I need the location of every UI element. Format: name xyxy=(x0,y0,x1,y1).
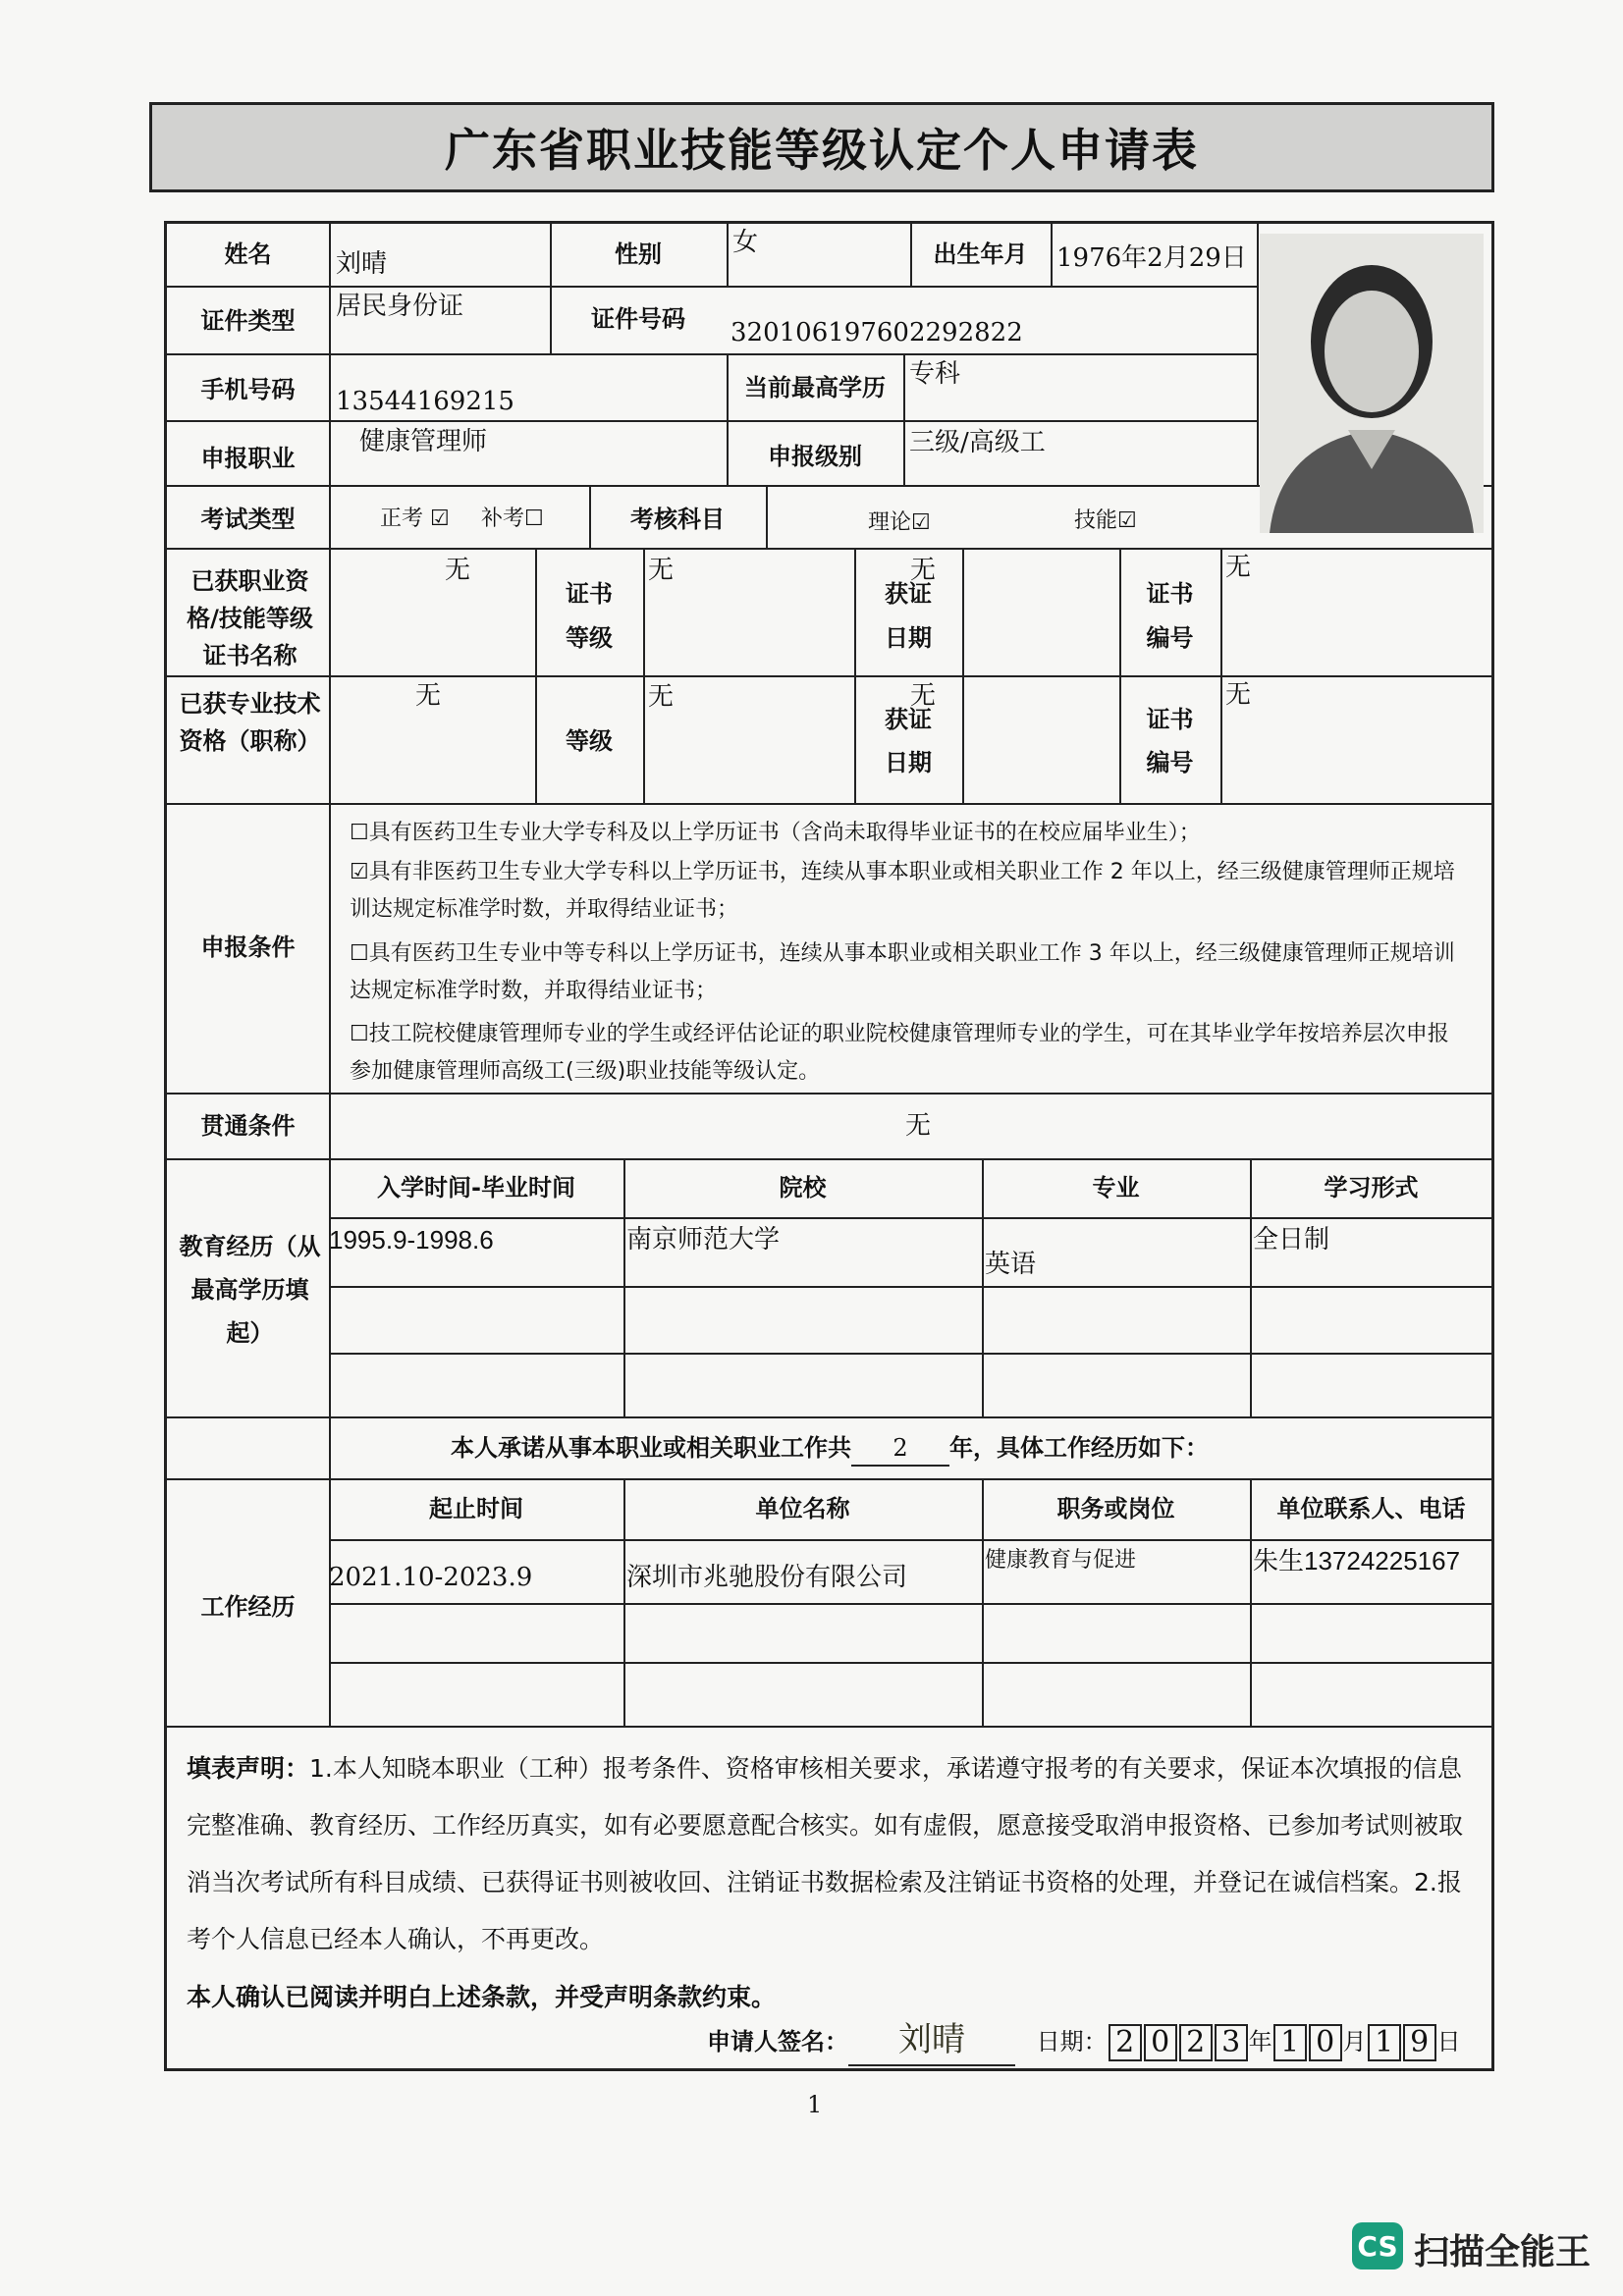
occupation-value: 健康管理师 xyxy=(359,427,488,456)
work-header: 职务或岗位 xyxy=(1056,1495,1175,1522)
qual-date-label: 日期 xyxy=(885,624,932,652)
exam-makeup-checkbox[interactable]: 补考☐ xyxy=(481,507,544,531)
name-value: 刘晴 xyxy=(336,249,388,279)
name-label: 姓名 xyxy=(224,240,272,268)
applicant-signature: 刘晴 xyxy=(848,2015,1015,2066)
subject-skill-checkbox[interactable]: 技能☑ xyxy=(1074,508,1137,533)
work-header: 单位名称 xyxy=(755,1495,850,1522)
education-value: 专科 xyxy=(909,359,961,389)
form-title: 广东省职业技能等级认定个人申请表 xyxy=(149,102,1494,192)
declaration-lead: 填表声明： xyxy=(187,1754,310,1783)
camscanner-watermark: 扫描全能王 xyxy=(1414,2232,1592,2272)
edu-history-label: 教育经历（从最高学历填起） xyxy=(179,1233,321,1347)
qual-name-label: 已获职业资格/技能等级证书名称 xyxy=(187,567,313,669)
tech-date-value: 无 xyxy=(910,681,937,711)
signature-row xyxy=(707,2015,1461,2066)
tech-cert-label: 证书 xyxy=(1146,706,1194,733)
qual-code-value: 无 xyxy=(1225,553,1252,582)
condition-item[interactable]: ☐具有医药卫生专业中等专科以上学历证书，连续从事本职业或相关职业工作 3 年以上，经三级健康管理师正规培训达规定标准学时数，并取得结业证书； xyxy=(350,941,1455,1003)
birth-label: 出生年月 xyxy=(933,240,1028,268)
year-label: 年 xyxy=(1248,2028,1272,2056)
subject-label: 考核科目 xyxy=(630,506,725,533)
qual-cert-no-label: 证书 xyxy=(1146,580,1194,608)
qual-grade-label: 等级 xyxy=(566,624,613,652)
id-type-label: 证件类型 xyxy=(200,307,296,335)
gender-label: 性别 xyxy=(615,240,662,268)
id-no-value: 320106197602292822 xyxy=(730,318,1023,347)
edu-header: 学习形式 xyxy=(1324,1174,1419,1201)
date-digit: 2 xyxy=(1179,2024,1213,2061)
through-label: 贯通条件 xyxy=(200,1112,296,1140)
condition-item[interactable]: ☐技工院校健康管理师专业的学生或经评估论证的职业院校健康管理师专业的学生，可在其毕业学年按培养层次申报参加健康管理师高级工(三级)职业技能等级认定。 xyxy=(350,1022,1449,1084)
edu-cell: 南京师范大学 xyxy=(626,1225,781,1255)
declaration-confirm: 本人确认已阅读并明白上述条款，并受声明条款约束。 xyxy=(187,1983,777,2011)
applicant-photo xyxy=(1260,234,1484,533)
id-no-label: 证件号码 xyxy=(591,305,685,333)
edu-header: 专业 xyxy=(1092,1174,1140,1201)
tech-title-label: 已获专业技术资格（职称） xyxy=(179,690,321,755)
qual-code-label: 编号 xyxy=(1146,624,1194,652)
work-cell: 深圳市兆驰股份有限公司 xyxy=(626,1563,908,1592)
condition-item[interactable]: ☐具有医药卫生专业大学专科及以上学历证书（含尚未取得毕业证书的在校应届毕业生）； xyxy=(350,821,1201,845)
level-label: 申报级别 xyxy=(768,443,862,470)
phone-value: 13544169215 xyxy=(336,387,514,416)
page-number: 1 xyxy=(807,2091,823,2118)
work-cell: 朱生13724225167 xyxy=(1253,1546,1461,1575)
date-digit: 9 xyxy=(1403,2024,1436,2061)
date-digit: 0 xyxy=(1144,2024,1177,2061)
level-value: 三级/高级工 xyxy=(909,428,1046,457)
declaration-text: 1.本人知晓本职业（工种）报考条件、资格审核相关要求，承诺遵守报考的有关要求，保证本次填报的信息完整准确、教育经历、工作经历真实，如有必要愿意配合核实。如有虚假，愿意接受取消申报资格、已参加考试则被取消当次考试所有科目成绩、已获得证书则被收回、注销证书数据检索及注销证书资格的处理，并登记在诚信档案。2.报考个人信息已经本人确认，不再更改。 xyxy=(187,1754,1464,1953)
tech-grade-label: 等级 xyxy=(566,727,613,755)
work-header: 起止时间 xyxy=(429,1495,523,1522)
edu-cell: 1995.9-1998.6 xyxy=(329,1225,494,1255)
day-label: 日 xyxy=(1436,2028,1461,2056)
date-label: 日期： xyxy=(1036,2028,1108,2056)
work-promise-prefix: 本人承诺从事本职业或相关职业工作共 xyxy=(451,1434,851,1462)
work-history-label: 工作经历 xyxy=(200,1593,296,1621)
tech-grade-value: 无 xyxy=(648,682,675,712)
qual-grade-value: 无 xyxy=(648,556,675,585)
date-digit: 3 xyxy=(1215,2024,1248,2061)
id-type-value: 居民身份证 xyxy=(336,292,464,321)
date-digit: 0 xyxy=(1309,2024,1342,2061)
work-years: 2 xyxy=(851,1431,949,1467)
edu-cell: 全日制 xyxy=(1253,1225,1330,1255)
month-label: 月 xyxy=(1342,2028,1367,2056)
exam-regular-checkbox[interactable]: 正考 ☑ xyxy=(380,507,450,531)
declaration xyxy=(187,1740,1463,1968)
qual-obtain-label: 获证 xyxy=(885,580,932,608)
subject-theory-checkbox[interactable]: 理论☑ xyxy=(868,510,931,535)
tech-date-label: 日期 xyxy=(885,749,932,776)
work-cell: 健康教育与促进 xyxy=(985,1548,1137,1573)
gender-value: 女 xyxy=(732,228,759,257)
birth-value: 1976年2月29日 xyxy=(1056,243,1247,273)
occupation-label: 申报职业 xyxy=(200,445,296,472)
signature-label: 申请人签名： xyxy=(707,2028,848,2056)
edu-cell: 英语 xyxy=(985,1250,1037,1279)
qual-cert-label: 证书 xyxy=(566,580,613,608)
through-value: 无 xyxy=(905,1111,932,1141)
condition-item[interactable]: ☑具有非医药卫生专业大学专科以上学历证书，连续从事本职业或相关职业工作 2 年以上，经三级健康管理师正规培训达规定标准学时数，并取得结业证书； xyxy=(350,860,1455,922)
date-digit: 1 xyxy=(1273,2024,1307,2061)
education-label: 当前最高学历 xyxy=(744,374,886,401)
phone-label: 手机号码 xyxy=(200,376,296,403)
tech-title-value: 无 xyxy=(415,681,442,711)
qual-date-value: 无 xyxy=(910,556,937,585)
camscanner-logo-icon: CS xyxy=(1352,2222,1403,2269)
work-promise xyxy=(167,1431,1492,1467)
tech-obtain-label: 获证 xyxy=(885,706,932,733)
exam-type-label: 考试类型 xyxy=(200,506,296,533)
tech-code-label: 编号 xyxy=(1146,749,1194,776)
date-digit: 2 xyxy=(1109,2024,1142,2061)
qual-name-value: 无 xyxy=(445,556,471,585)
date-digit: 1 xyxy=(1368,2024,1401,2061)
work-header: 单位联系人、电话 xyxy=(1276,1495,1466,1522)
edu-header: 院校 xyxy=(779,1174,827,1201)
edu-header: 入学时间-毕业时间 xyxy=(377,1174,575,1201)
tech-code-value: 无 xyxy=(1225,680,1252,710)
conditions-label: 申报条件 xyxy=(200,934,296,961)
work-cell: 2021.10-2023.9 xyxy=(329,1563,533,1592)
work-promise-suffix: 年，具体工作经历如下： xyxy=(949,1434,1209,1462)
